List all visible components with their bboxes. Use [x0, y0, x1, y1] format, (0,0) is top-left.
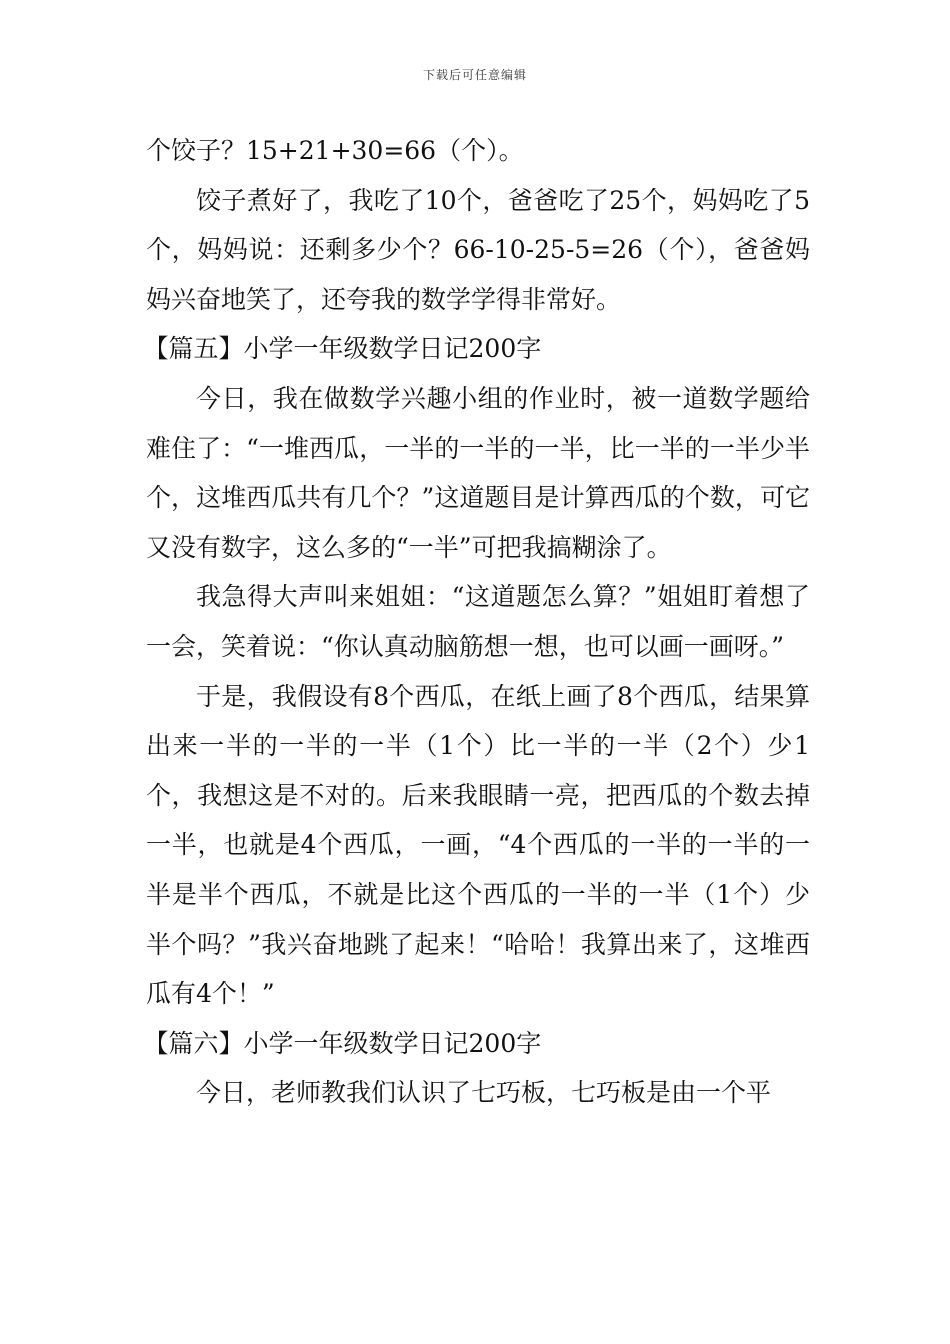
- section-heading: 【篇六】小学一年级数学日记200字: [143, 1028, 542, 1058]
- paragraph-continuation: 个饺子？15+21+30=66（个）。: [146, 136, 524, 165]
- header-note: 下载后可任意编辑: [422, 68, 527, 82]
- section-heading: 【篇五】小学一年级数学日记200字: [143, 334, 542, 364]
- paragraph: 饺子煮好了，我吃了10个，爸爸吃了25个，妈妈吃了5个，妈妈说：还剩多少个？66-10-25-5=26（个），爸爸妈妈兴奋地笑了，还夸我的数学学得非常好。: [146, 185, 810, 314]
- paragraph: 今日，老师教我们认识了七巧板，七巧板是由一个平: [196, 1078, 772, 1108]
- paragraph: 今日，我在做数学兴趣小组的作业时，被一道数学题给难住了：“一堆西瓜，一半的一半的一半，比一半的一半少半个，这堆西瓜共有几个？”这道题目是计算西瓜的个数，可它又没有数字，这么多的“一半”可把我搞糊涂了。: [146, 383, 810, 562]
- document-body: [143, 126, 810, 1118]
- paragraph: 我急得大声叫来姐姐：“这道题怎么算？”姐姐盯着想了一会，笑着说：“你认真动脑筋想一想，也可以画一画呀。”: [146, 582, 810, 661]
- paragraph: 于是，我假设有8个西瓜，在纸上画了8个西瓜，结果算出来一半的一半的一半（1个）比一半的一半（2个）少1个，我想这是不对的。后来我眼睛一亮，把西瓜的个数去掉一半，也就是4个西瓜，一画，“4个西瓜的一半的一半的一半是半个西瓜，不就是比这个西瓜的一半的一半（1个）少半个吗？”我兴奋地跳了起来！“哈哈！我算出来了，这堆西瓜有4个！”: [146, 681, 810, 1009]
